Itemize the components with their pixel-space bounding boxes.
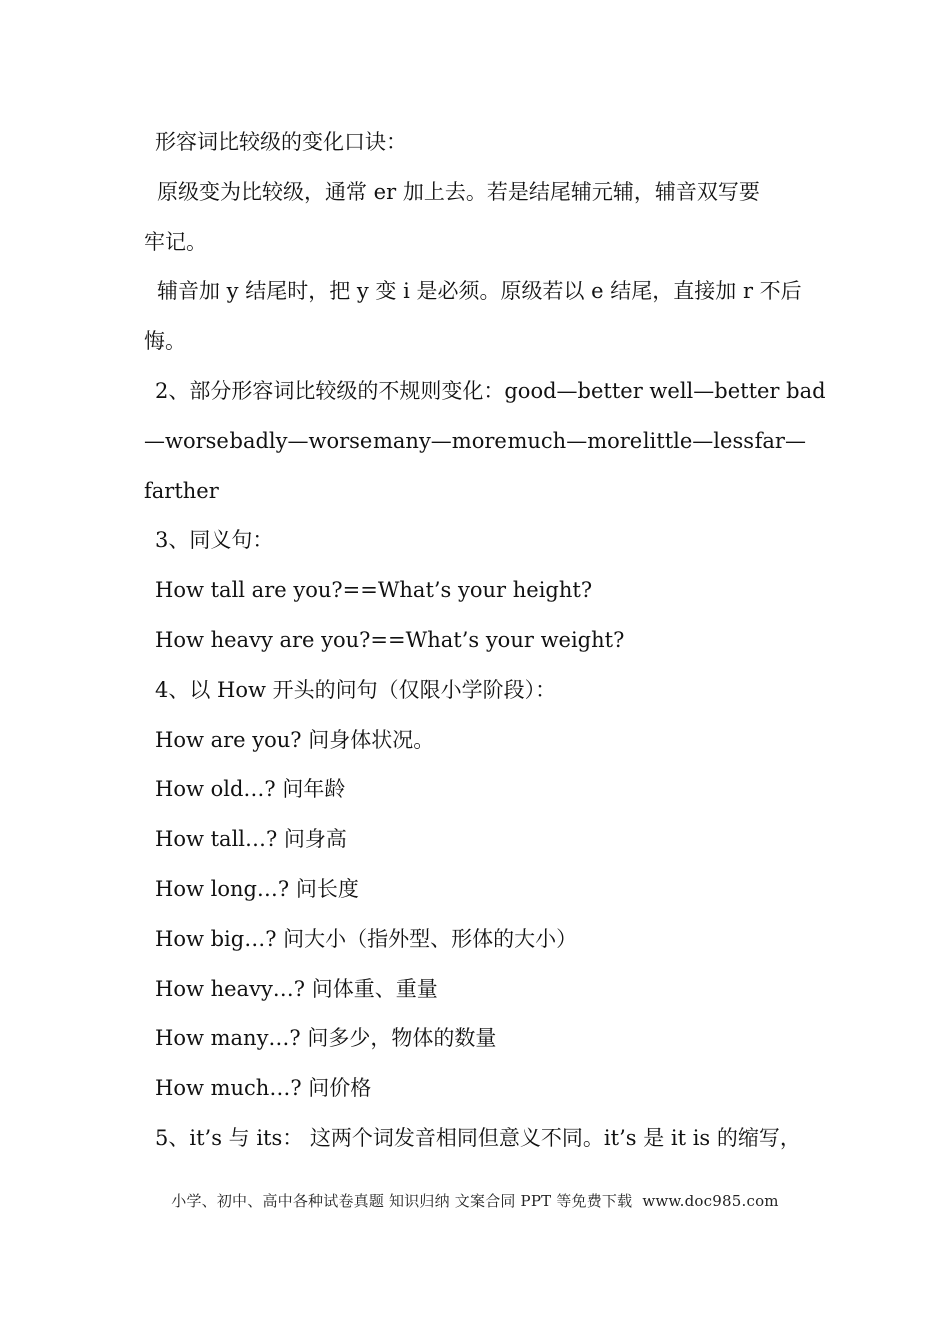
how-question-item: How big…? 问大小（指外型、形体的大小） [155, 926, 578, 951]
section-5-heading: 5、it’s 与 its： 这两个词发音相同但意义不同。it’s 是 it is 的缩写， [155, 1125, 801, 1150]
section-3-heading: 3、同义句： [155, 528, 274, 553]
rule-line-2: 辅音加 y 结尾时，把 y 变 i 是必须。原级若以 e 结尾，直接加 r 不后 [157, 279, 802, 304]
rule-line-1-cont: 牢记。 [144, 229, 207, 254]
how-question-item: How old…? 问年龄 [155, 777, 346, 802]
synonym-sentence-1: How tall are you?==What’s your height? [155, 578, 593, 603]
irregular-forms-line [144, 417, 806, 467]
footer-text: 小学、初中、高中各种试卷真题 知识归纳 文案合同 PPT 等免费下载 [171, 1192, 633, 1210]
rule-line-2-cont: 悔。 [144, 329, 186, 354]
how-question-item: How heavy…? 问体重、重量 [155, 976, 438, 1001]
how-question-item: How tall…? 问身高 [155, 827, 347, 852]
rule-line-1: 原级变为比较级，通常 er 加上去。若是结尾辅元辅，辅音双写要 [157, 179, 760, 204]
rule-heading: 形容词比较级的变化口诀： [155, 130, 407, 154]
irregular-word: badly—worse [229, 428, 373, 453]
how-question-item: How long…? 问长度 [155, 876, 359, 901]
irregular-word: —worse [144, 428, 229, 453]
how-question-item: How many…? 问多少，物体的数量 [155, 1026, 497, 1051]
how-question-item: How much…? 问价格 [155, 1076, 372, 1101]
synonym-sentence-2: How heavy are you?==What’s your weight? [155, 627, 625, 652]
irregular-word: much—more [507, 428, 643, 453]
footer-url[interactable]: www.doc985.com [642, 1192, 779, 1210]
irregular-word: little—less [642, 428, 754, 453]
document-body [144, 118, 826, 1164]
section-2-heading: 2、部分形容词比较级的不规则变化：good—better well—better bad [155, 378, 826, 403]
irregular-forms-cont: farther [144, 478, 219, 503]
page-footer [0, 1190, 950, 1211]
irregular-word: many—more [372, 428, 507, 453]
section-4-heading: 4、以 How 开头的问句（仅限小学阶段）： [155, 677, 557, 702]
irregular-word: far— [754, 428, 806, 453]
how-question-item: How are you? 问身体状况。 [155, 727, 435, 752]
